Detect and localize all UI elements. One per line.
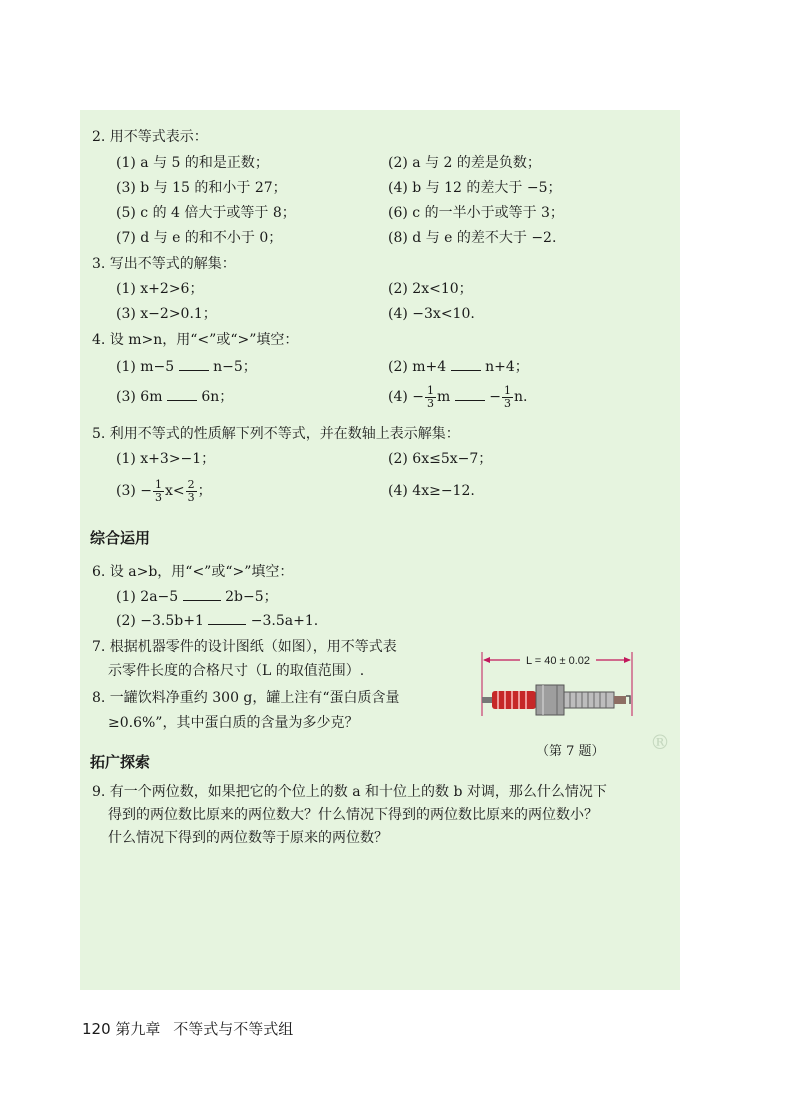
q4-item-2-left: (2) m+4	[388, 359, 447, 375]
terminal-tip	[482, 697, 492, 703]
figure-caption: （第 7 题）	[536, 744, 605, 759]
answer-blank[interactable]	[451, 370, 481, 371]
q4-item-4	[388, 381, 527, 413]
q9-text	[92, 781, 607, 850]
q4-item-3	[116, 387, 233, 407]
q3-item-1: (1) x+2>6；	[116, 281, 204, 297]
q8-line-2: ≥0.6%”，其中蛋白质的含量为多少克？	[108, 715, 359, 731]
fraction-denominator: 3	[427, 396, 435, 410]
q4-item-4-minus: −	[489, 389, 501, 405]
q4-item-3-right: 6n；	[201, 389, 234, 405]
q8-line-1: 8. 一罐饮料净重约 300 g，罐上注有“蛋白质含量	[92, 690, 400, 706]
fraction	[186, 479, 197, 504]
q3-item-4: (4) −3x<10.	[388, 306, 475, 322]
section-heading-extension: 拓广探索	[90, 753, 151, 771]
q5-item-2: (2) 6x≤5x−7；	[388, 451, 493, 467]
q7-line-1: 7. 根据机器零件的设计图纸（如图），用不等式表	[92, 639, 397, 655]
electrode	[614, 696, 626, 704]
fraction	[502, 385, 513, 410]
registered-mark: ®	[650, 730, 670, 754]
fraction-denominator: 3	[503, 396, 511, 410]
fraction-numerator: 1	[155, 477, 163, 491]
q5-item-3-mid: x<	[165, 483, 185, 499]
answer-blank[interactable]	[208, 624, 246, 625]
page-footer	[82, 1018, 293, 1039]
q3-title: 3. 写出不等式的解集：	[92, 256, 236, 272]
fraction	[425, 385, 436, 410]
q4-item-1	[116, 357, 257, 377]
q6-item-2-right: −3.5a+1.	[250, 613, 319, 629]
chapter-label: 第九章	[115, 1020, 161, 1038]
hex-nut	[536, 685, 564, 715]
section-heading-comprehensive: 综合运用	[90, 529, 151, 547]
q6-item-1-right: 2b−5；	[225, 589, 278, 605]
fraction-numerator: 1	[427, 383, 435, 397]
arrow-right-icon	[624, 657, 631, 663]
fraction-numerator: 1	[503, 383, 511, 397]
q6-item-1	[116, 587, 278, 607]
q3-item-2: (2) 2x<10；	[388, 281, 473, 297]
fraction-denominator: 3	[187, 490, 195, 504]
q4-item-2-right: n+4；	[485, 359, 529, 375]
dimension-label: L = 40 ± 0.02	[525, 655, 591, 667]
page-number: 120	[82, 1020, 111, 1038]
q2-item-6: (6) c 的一半小于或等于 3；	[388, 205, 564, 221]
chapter-title: 不等式与不等式组	[173, 1020, 294, 1038]
q4-item-2	[388, 357, 529, 377]
q5-item-1: (1) x+3>−1；	[116, 451, 216, 467]
q2-item-2: (2) a 与 2 的差是负数；	[388, 155, 541, 171]
fraction	[153, 479, 164, 504]
answer-blank[interactable]	[455, 400, 485, 401]
q9-line-1: 9. 有一个两位数，如果把它的个位上的数 a 和十位上的数 b 对调，那么什么情况下	[92, 784, 607, 800]
fraction-denominator: 3	[155, 490, 163, 504]
q4-item-1-left: (1) m−5	[116, 359, 175, 375]
q2-item-1: (1) a 与 5 的和是正数；	[116, 155, 269, 171]
q9-line-2: 得到的两位数比原来的两位数大？什么情况下得到的两位数比原来的两位数小？	[108, 807, 598, 823]
q6-item-1-left: (1) 2a−5	[116, 589, 179, 605]
q5-item-3-end: ；	[197, 483, 212, 499]
q5-item-4: (4) 4x≥−12.	[388, 483, 475, 499]
q2-item-4: (4) b 与 12 的差大于 −5；	[388, 180, 562, 196]
answer-blank[interactable]	[183, 600, 221, 601]
q6-item-2	[116, 611, 318, 631]
q2-item-7: (7) d 与 e 的和不小于 0；	[116, 230, 283, 246]
q2-item-3: (3) b 与 15 的和小于 27；	[116, 180, 287, 196]
q4-item-4-left: (4) −	[388, 389, 425, 405]
arrow-left-icon	[483, 657, 490, 663]
q5-item-3-left: (3) −	[116, 483, 153, 499]
q4-item-4-var-n: n.	[513, 389, 528, 405]
q2-item-5: (5) c 的 4 倍大于或等于 8；	[116, 205, 296, 221]
q9-line-3: 什么情况下得到的两位数等于原来的两位数？	[108, 830, 388, 846]
spark-plug-figure	[478, 640, 638, 722]
q4-item-3-left: (3) 6m	[116, 389, 163, 405]
q3-item-3: (3) x−2>0.1；	[116, 306, 217, 322]
q2-title: 2. 用不等式表示：	[92, 129, 208, 145]
q4-item-1-right: n−5；	[213, 359, 257, 375]
q5-title: 5. 利用不等式的性质解下列不等式，并在数轴上表示解集：	[92, 426, 460, 442]
q2-item-8: (8) d 与 e 的差不大于 −2.	[388, 230, 557, 246]
fraction-numerator: 2	[187, 477, 195, 491]
spark-plug-image	[478, 640, 638, 722]
q7-line-2: 示零件长度的合格尺寸（L 的取值范围）.	[108, 663, 365, 679]
q4-item-4-var: m	[437, 389, 451, 405]
q4-title: 4. 设 m>n，用“<”或“>”填空：	[92, 332, 299, 348]
q5-item-3	[116, 475, 212, 507]
q6-title: 6. 设 a>b，用“<”或“>”填空：	[92, 564, 294, 580]
q6-item-2-left: (2) −3.5b+1	[116, 613, 204, 629]
answer-blank[interactable]	[179, 370, 209, 371]
answer-blank[interactable]	[167, 400, 197, 401]
